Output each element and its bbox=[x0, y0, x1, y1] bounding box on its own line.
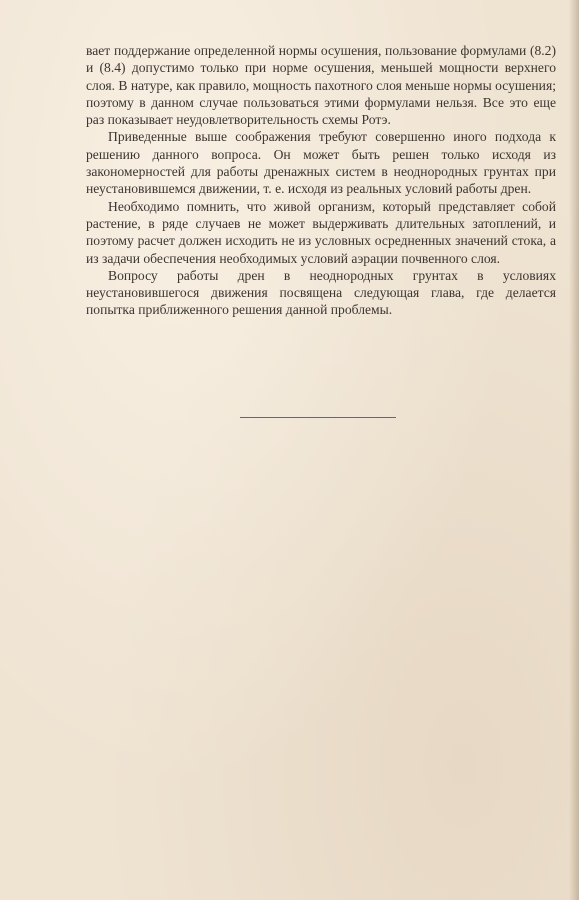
page-edge-shadow bbox=[569, 0, 579, 900]
paragraph-new-approach: Приведенные выше соображения требуют совершенно иного подхода к решению данного вопроса. Он может быть решен только исходя из закономерностей для работы дренажных систем в неоднородных грунтах при неустановившемся движении, т. е. исходя из реальных условий работы дрен. bbox=[86, 129, 556, 197]
body-text bbox=[86, 42, 556, 319]
paragraph-living-organism: Необходимо помнить, что живой организм, который представляет собой растение, в ряде случаев не может выдерживать длительных затоплений, и поэтому расчет должен исходить не из условных осредненных значений стока, а из задачи обеспечения необходимых условий аэрации почвенного слоя. bbox=[86, 198, 556, 266]
paragraph-next-chapter: Вопросу работы дрен в неоднородных грунтах в условиях неустановившегося движения посвящена следующая глава, где делается попытка приближенного решения данной проблемы. bbox=[86, 267, 556, 318]
paragraph-continuation: вает поддержание определенной нормы осушения, пользование формулами (8.2) и (8.4) допустимо только при норме осушения, меньшей мощности верхнего слоя. В натуре, как правило, мощность пахотного слоя меньше нормы осушения; поэтому в данном случае пользоваться этими формулами нельзя. Все это еще раз показывает неудовлетворительность схемы Ротэ. bbox=[86, 43, 556, 128]
section-end-rule bbox=[240, 417, 396, 418]
